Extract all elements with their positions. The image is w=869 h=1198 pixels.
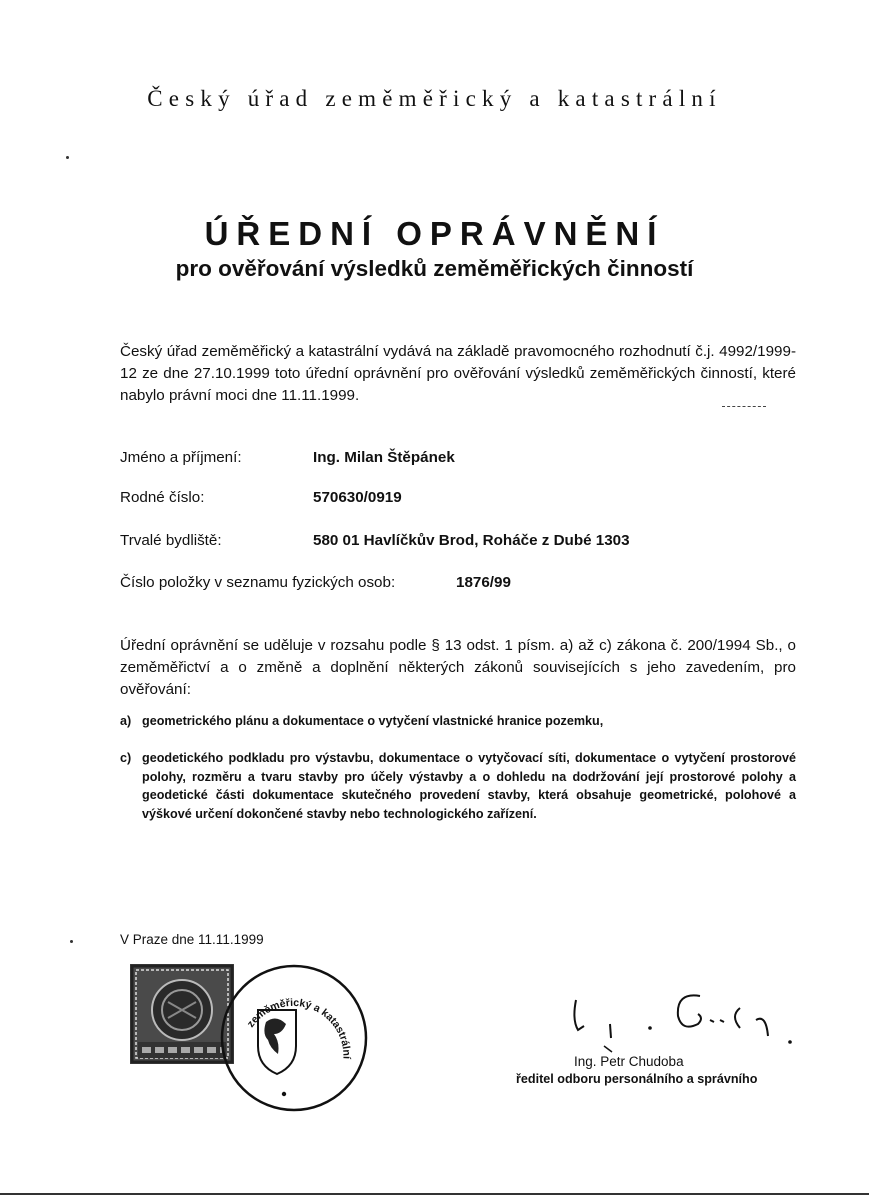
document-subtitle: pro ověřování výsledků zeměměřických činností (175, 256, 694, 281)
issuing-authority-header: Český úřad zeměměřický a katastrální (147, 86, 722, 111)
scope-paragraph: Úřední oprávnění se uděluje v rozsahu podle § 13 odst. 1 písm. a) až c) zákona č. 200/1994 Sb., o zeměměřictví a o změně a doplnění některých zákonů souvisejících s jeho zavedením, pro ověřování: (120, 637, 796, 698)
seal-text: zeměměřický a katastrální (244, 996, 353, 1060)
birth-number-label: Rodné číslo: (120, 489, 205, 506)
scope-item-a (120, 712, 796, 731)
official-seal-icon (214, 958, 374, 1118)
item-text: geodetického podkladu pro výstavbu, dokumentace o vytyčovací síti, dokumentace o vytyčení prostorové polohy, rozměru a tvaru stavby pro účely výstavby a o dohledu na dodržování její prostorové polohy a geodetické části dokumentace skutečného provedení stavby, která obsahuje geometrické, polohové a výškové určení dokončené stavby nebo technologického zařízení. (142, 751, 796, 821)
signer-role: ředitel odboru personálního a správního (516, 1072, 758, 1086)
item-mark: a) (120, 714, 132, 728)
signature-icon (560, 986, 800, 1060)
name-label: Jméno a příjmení: (120, 449, 242, 466)
dash-mark (722, 406, 766, 407)
signer-name: Ing. Petr Chudoba (574, 1054, 684, 1069)
place-date: V Praze dne 11.11.1999 (120, 932, 264, 947)
intro-paragraph: Český úřad zeměměřický a katastrální vydává na základě pravomocného rozhodnutí č.j. 4992/1999-12 ze dne 27.10.1999 toto úřední oprávnění pro ověřování výsledků zeměměřických činností, které nabylo právní moci dne 11.11.1999. (120, 343, 796, 404)
address-value: 580 01 Havlíčkův Brod, Roháče z Dubé 1303 (313, 532, 630, 549)
scan-speck (70, 940, 73, 943)
item-text: geometrického plánu a dokumentace o vytyčení vlastnické hranice pozemku, (142, 714, 604, 728)
address-label: Trvalé bydliště: (120, 532, 222, 549)
register-number-value: 1876/99 (456, 574, 511, 591)
scope-item-c (120, 749, 796, 823)
document-title: ÚŘEDNÍ OPRÁVNĚNÍ (204, 215, 665, 252)
item-mark: c) (120, 751, 132, 765)
svg-text:zeměměřický a katastrální (245, 997, 353, 1060)
name-value: Ing. Milan Štěpánek (313, 449, 455, 466)
birth-number-value: 570630/0919 (313, 489, 402, 506)
bottom-edge-line (0, 1193, 869, 1195)
scan-speck (66, 156, 69, 159)
register-number-label: Číslo položky v seznamu fyzických osob: (120, 574, 396, 591)
